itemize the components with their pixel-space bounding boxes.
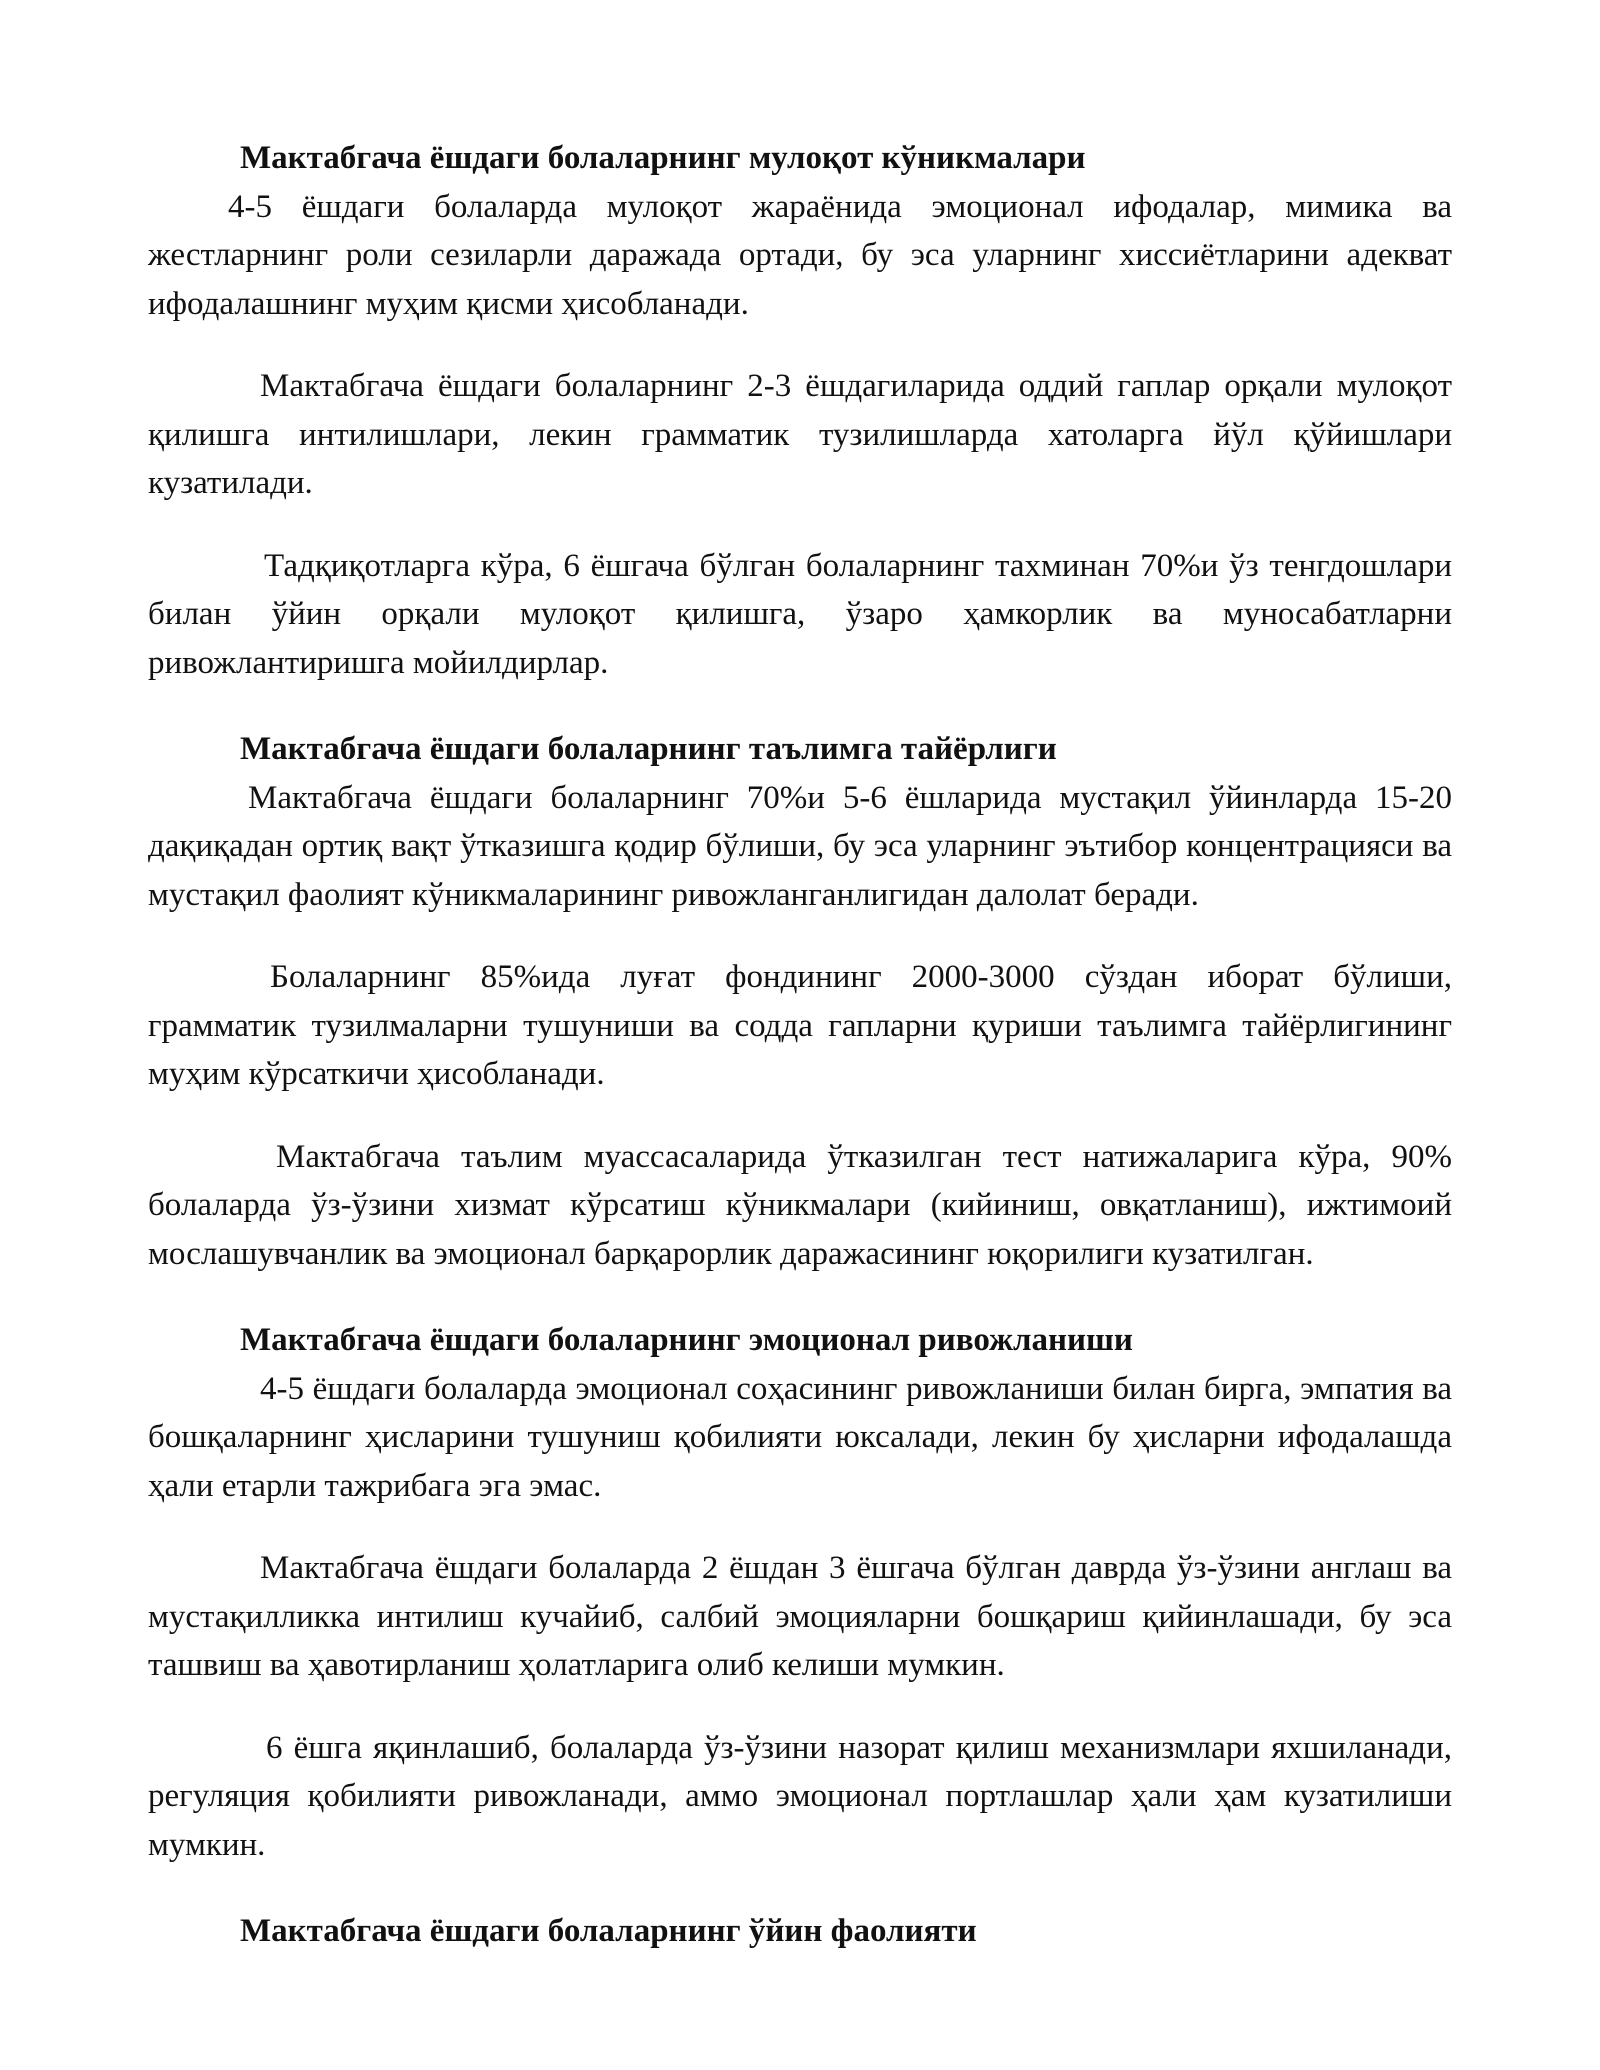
document-page xyxy=(148,134,1452,1956)
section-heading: Мактабгача ёшдаги болаларнинг ўйин фаолияти xyxy=(240,1913,977,1949)
section-education-readiness xyxy=(148,725,1452,1278)
paragraph: Мактабгача таълим муассасаларида ўтказилган тест натижаларига кўра, 90% болаларда ўз-ўзини хизмат кўрсатиш кўникмалари (кийиниш, овқатланиш), ижтимоий мослашувчанлик ва эмоционал барқарорлик даражасининг юқорилиги кузатилган. xyxy=(148,1138,1452,1272)
paragraph: Болаларнинг 85%ида луғат фондининг 2000-3000 сўздан иборат бўлиши, грамматик тузилмаларни тушуниши ва содда гапларни қуриши таълимга тайёрлигининг муҳим кўрсаткичи ҳисобланади. xyxy=(148,959,1452,1092)
section-heading: Мактабгача ёшдаги болаларнинг эмоционал ривожланиши xyxy=(240,1322,1133,1358)
paragraph: 4-5 ёшдаги болаларда мулоқот жараёнида эмоционал ифодалар, мимика ва жестларнинг роли сезиларли даражада ортади, бу эса уларнинг хиссиётларини адекват ифодалашнинг муҳим қисми ҳисобланади. xyxy=(148,188,1452,322)
paragraph: 4-5 ёшдаги болаларда эмоционал соҳасининг ривожланиши билан бирга, эмпатия ва бошқаларнинг ҳисларини тушуниш қобилияти юксалади, лекин бу ҳисларни ифодалашда ҳали етарли тажрибага эга эмас. xyxy=(148,1370,1452,1504)
paragraph: Тадқиқотларга кўра, 6 ёшгача бўлган болаларнинг тахминан 70%и ўз тенгдошлари билан ўйин орқали мулоқот қилишга, ўзаро ҳамкорлик ва муносабатларни ривожлантиришга мойилдирлар. xyxy=(148,547,1452,681)
paragraph: 6 ёшга яқинлашиб, болаларда ўз-ўзини назорат қилиш механизмлари яхшиланади, регуляция қобилияти ривожланади, аммо эмоционал портлашлар ҳали ҳам кузатилиши мумкин. xyxy=(148,1729,1452,1863)
section-communication-skills xyxy=(148,134,1452,687)
section-play-activity xyxy=(148,1907,1452,1956)
section-heading: Мактабгача ёшдаги болаларнинг мулоқот кўникмалари xyxy=(240,140,1086,176)
paragraph: Мактабгача ёшдаги болаларнинг 70%и 5-6 ёшларида мустақил ўйинларда 15-20 дақиқадан ортиқ вақт ўтказишга қодир бўлиши, бу эса уларнинг эътибор концентрацияси ва мустақил фаолият кўникмаларининг ривожланганлигидан далолат беради. xyxy=(148,779,1452,913)
section-emotional-development xyxy=(148,1316,1452,1869)
paragraph: Мактабгача ёшдаги болаларнинг 2-3 ёшдагиларида оддий гаплар орқали мулоқот қилишга интилишлари, лекин грамматик тузилишларда хатоларга йўл қўйишлари кузатилади. xyxy=(148,368,1452,501)
paragraph: Мактабгача ёшдаги болаларда 2 ёшдан 3 ёшгача бўлган даврда ўз-ўзини англаш ва мустақилликка интилиш кучайиб, салбий эмоцияларни бошқариш қийинлашади, бу эса ташвиш ва ҳавотирланиш ҳолатларига олиб келиши мумкин. xyxy=(148,1550,1452,1683)
section-heading: Мактабгача ёшдаги болаларнинг таълимга тайёрлиги xyxy=(240,731,1057,767)
